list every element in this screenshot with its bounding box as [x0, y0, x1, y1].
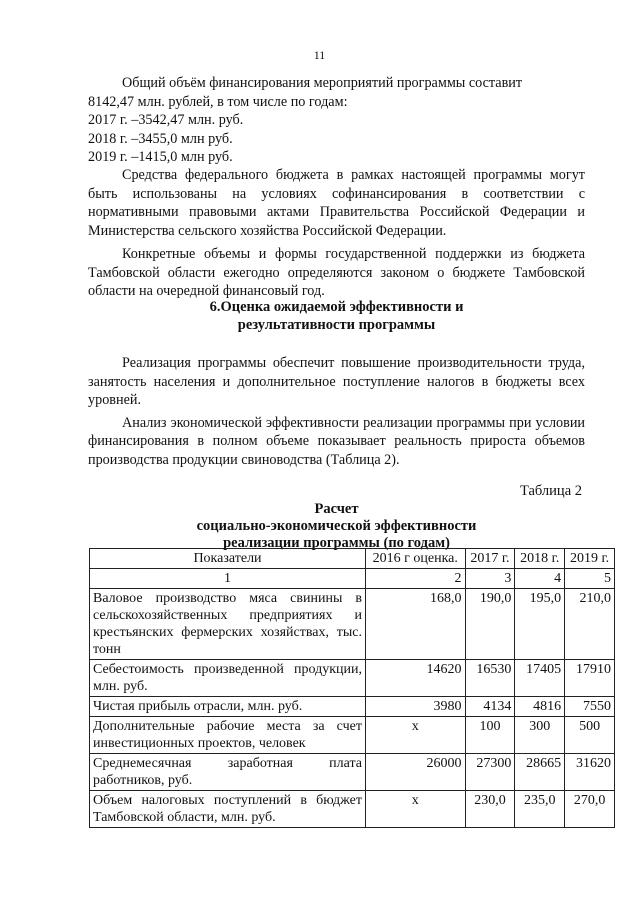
row-indicator: Среднемесячная заработная плата работников, руб. [90, 754, 366, 791]
table-header-row [90, 549, 615, 569]
funding-paragraph [88, 74, 585, 167]
table-row [90, 754, 615, 791]
row-value: 14620 [366, 660, 466, 697]
section-heading-line-2: результативности программы [237, 317, 436, 333]
table-title [88, 501, 585, 552]
funding-2018: 2018 г. –3455,0 млн руб. [88, 130, 233, 147]
state-support-paragraph: Конкретные объемы и формы государственной поддержки из бюджета Тамбовской области ежегодно определяются законом о бюджете Тамбовской области на очередной финансовый год. [88, 246, 585, 299]
row-value: 4816 [515, 697, 565, 717]
row-value: 300 [515, 717, 565, 754]
table-row [90, 791, 615, 828]
row-value: 4134 [465, 697, 515, 717]
row-indicator: Себестоимость произведенной продукции, млн. руб. [90, 660, 366, 697]
colnum: 5 [565, 569, 615, 589]
funding-line-1: Общий объём финансирования мероприятий программы составит [122, 75, 523, 91]
row-value: x [366, 717, 466, 754]
row-value: 31620 [565, 754, 615, 791]
row-value: 195,0 [515, 589, 565, 660]
effectiveness-paragraph: Реализация программы обеспечит повышение производительности труда, занятость населения и дополнительное поступление налогов в бюджеты всех уровней. [88, 355, 585, 408]
table-title-line-2: социально-экономической эффективности [196, 518, 477, 534]
row-value: 7550 [565, 697, 615, 717]
row-indicator: Объем налоговых поступлений в бюджет Тамбовской области, млн. руб. [90, 791, 366, 828]
federal-budget-block [88, 166, 585, 301]
row-value: 28665 [515, 754, 565, 791]
row-value: 100 [465, 717, 515, 754]
section-heading-line-1: 6.Оценка ожидаемой эффективности и [209, 299, 464, 315]
row-indicator: Валовое производство мяса свинины в сельскохозяйственных предприятиях и крестьянских фермерских хозяйствах, тыс. тонн [90, 589, 366, 660]
effectiveness-block [88, 354, 585, 469]
table-label: Таблица 2 [519, 483, 582, 499]
funding-2017: 2017 г. –3542,47 млн. руб. [88, 112, 244, 128]
table-row [90, 697, 615, 717]
row-value: 270,0 [565, 791, 615, 828]
row-value: 17910 [565, 660, 615, 697]
row-indicator: Дополнительные рабочие места за счет инвестиционных проектов, человек [90, 717, 366, 754]
row-value: 26000 [366, 754, 466, 791]
efficiency-table [89, 548, 615, 828]
row-value: 210,0 [565, 589, 615, 660]
table-title-line-3: реализации программы (по годам) [223, 535, 450, 551]
table-row [90, 717, 615, 754]
row-value: 16530 [465, 660, 515, 697]
row-value: 190,0 [465, 589, 515, 660]
funding-line-2: 8142,47 млн. рублей, в том числе по годам: [88, 93, 348, 110]
row-value: 17405 [515, 660, 565, 697]
row-value: 500 [565, 717, 615, 754]
table-row [90, 660, 615, 697]
analysis-paragraph: Анализ экономической эффективности реализации программы при условии финансирования в полном объеме показывает реальность прироста объемов производства продукции свиноводства (Таблица 2). [88, 414, 585, 468]
header-2019: 2019 г. [565, 549, 615, 569]
colnum: 1 [90, 569, 366, 589]
row-value: 27300 [465, 754, 515, 791]
row-indicator: Чистая прибыль отрасли, млн. руб. [90, 697, 366, 717]
colnum: 4 [515, 569, 565, 589]
federal-budget-paragraph: Средства федерального бюджета в рамках настоящей программы могут быть использованы на условиях софинансирования в соответствии с нормативными правовыми актами Правительства Российской Федерации и Министерства сельского хозяйства Российской Федерации. [88, 167, 585, 239]
section-heading [88, 298, 585, 334]
funding-2019: 2019 г. –1415,0 млн руб. [88, 149, 233, 165]
row-value: x [366, 791, 466, 828]
colnum: 3 [465, 569, 515, 589]
row-value: 3980 [366, 697, 466, 717]
header-2018: 2018 г. [515, 549, 565, 569]
header-2017: 2017 г. [465, 549, 515, 569]
table-colnum-row [90, 569, 615, 589]
header-indicator: Показатели [90, 549, 366, 569]
page-number: 11 [313, 48, 326, 62]
colnum: 2 [366, 569, 466, 589]
row-value: 235,0 [515, 791, 565, 828]
header-2016: 2016 г оценка. [366, 549, 466, 569]
row-value: 168,0 [366, 589, 466, 660]
table-title-line-1: Расчет [314, 501, 359, 517]
table-row [90, 589, 615, 660]
row-value: 230,0 [465, 791, 515, 828]
